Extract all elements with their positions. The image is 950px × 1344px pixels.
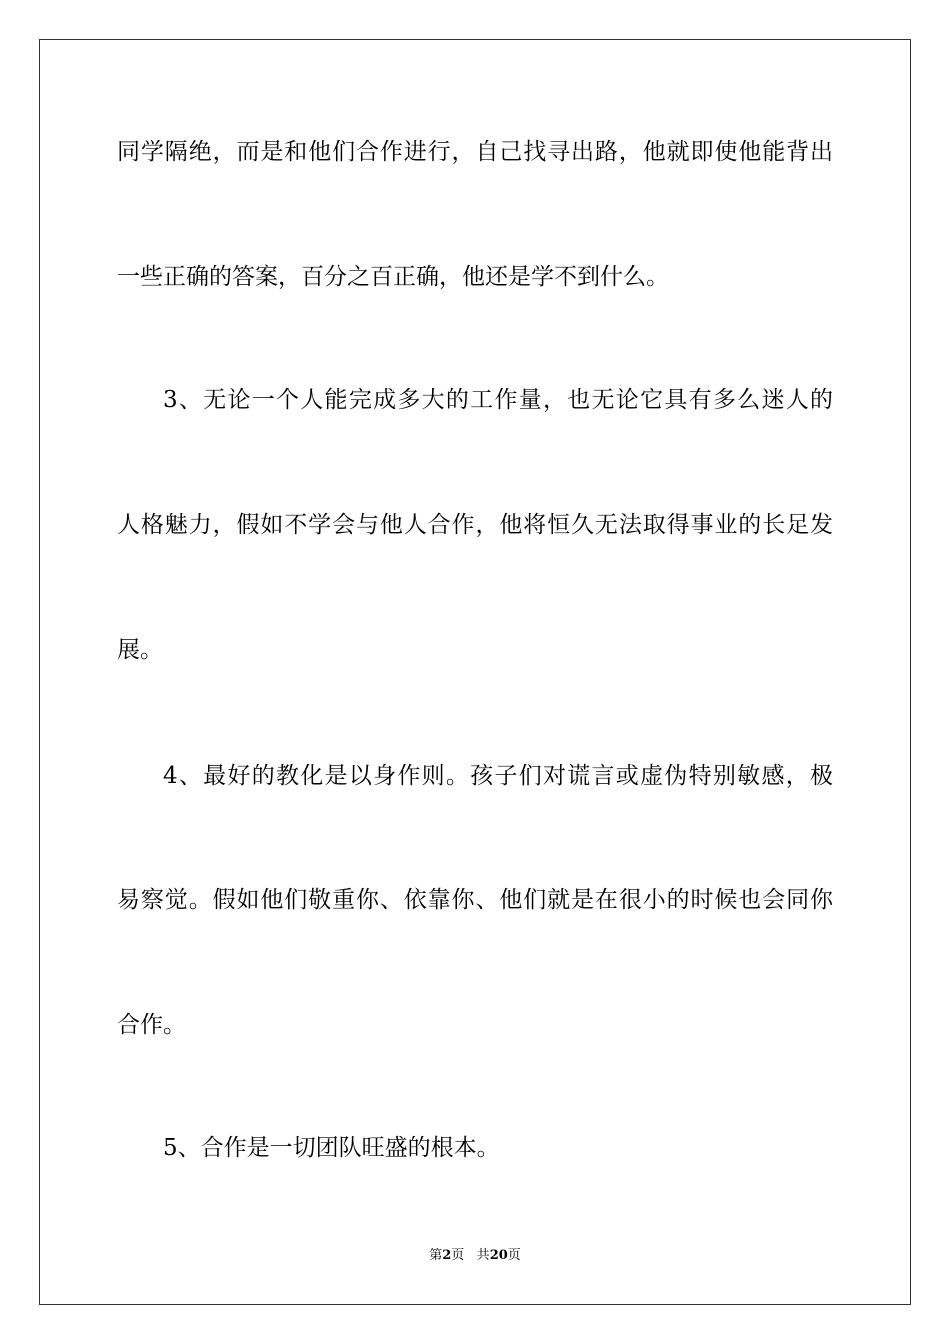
- footer-total-number: 20: [489, 1248, 508, 1263]
- page-footer: [0, 1247, 950, 1265]
- footer-page-number: 2: [442, 1248, 452, 1263]
- footer-total-suffix: 页: [507, 1248, 521, 1263]
- page-border: [39, 39, 911, 1305]
- body-line-4: 人格魅力，假如不学会与他人合作，他将恒久无法取得事业的长足发: [117, 512, 833, 538]
- body-line-2: 一些正确的答案，百分之百正确，他还是学不到什么。: [117, 264, 669, 290]
- footer-page-suffix: 页: [451, 1248, 465, 1263]
- paragraph-4-first-line: 4、最好的教化是以身作则。孩子们对谎言或虚伪特别敏感，极: [163, 763, 833, 789]
- body-line-7: 易察觉。假如他们敬重你、依靠你、他们就是在很小的时候也会同你: [117, 887, 833, 913]
- footer-page-prefix: 第: [429, 1248, 443, 1263]
- body-line-1: 同学隔绝，而是和他们合作进行，自己找寻出路，他就即使他能背出: [117, 139, 833, 165]
- footer-total-prefix: 共: [476, 1248, 490, 1263]
- body-line-8: 合作。: [117, 1012, 186, 1038]
- paragraph-5-first-line: 5、合作是一切团队旺盛的根本。: [163, 1135, 500, 1161]
- body-line-5: 展。: [117, 637, 163, 663]
- paragraph-3-first-line: 3、无论一个人能完成多大的工作量，也无论它具有多么迷人的: [163, 387, 833, 413]
